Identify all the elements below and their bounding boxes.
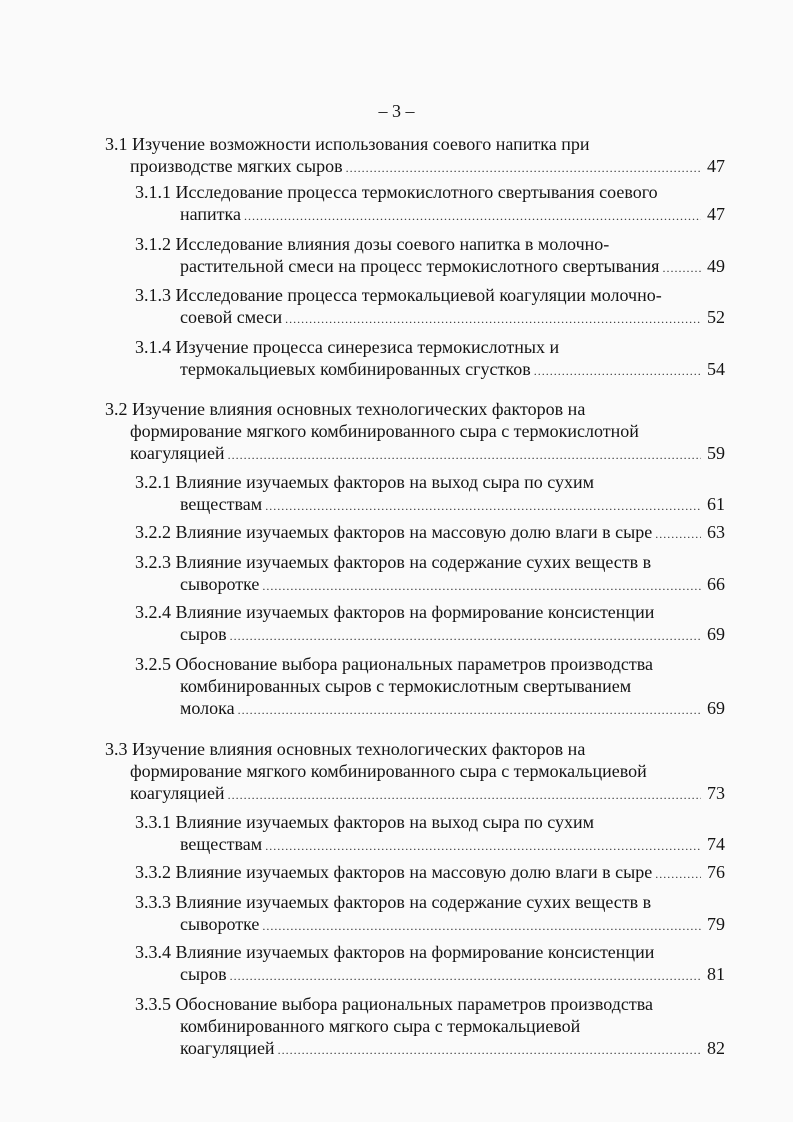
dot-leader xyxy=(265,495,701,517)
toc-entry-3-3-4[interactable] xyxy=(135,941,725,985)
toc-entry-3-2-3[interactable] xyxy=(135,551,725,595)
toc-entry-last-line xyxy=(135,521,725,543)
toc-entry-3-1-4[interactable] xyxy=(135,336,725,380)
toc-entry-last-line xyxy=(135,697,725,719)
toc-entry-3-3-2[interactable] xyxy=(135,861,725,883)
toc-entry-title-line: сыворотке xyxy=(180,574,260,594)
toc-entry-title-line: 3.2 Изучение влияния основных технологических факторов на xyxy=(105,399,586,419)
toc-page-number: 47 xyxy=(707,156,725,176)
dot-leader xyxy=(346,157,701,179)
toc-entry-title-line: комбинированного мягкого сыра с термокальциевой xyxy=(180,1016,581,1036)
toc-entry-title-line: формирование мягкого комбинированного сыра с термокислотной xyxy=(130,421,639,441)
toc-entry-3-3-3[interactable] xyxy=(135,891,725,935)
dot-leader xyxy=(262,575,701,597)
toc-entry-3-2-4[interactable] xyxy=(135,601,725,645)
toc-entry-title-line: 3.3.1 Влияние изучаемых факторов на выход сыра по сухим xyxy=(135,812,594,832)
toc-page-number: 52 xyxy=(707,307,725,327)
toc-entry-title-line: комбинированных сыров с термокислотным свертыванием xyxy=(180,676,632,696)
toc-entry-last-line xyxy=(135,493,725,515)
toc-entry-title-line: растительной смеси на процесс термокислотного свертывания xyxy=(180,256,660,276)
toc-entry-title-line: 3.1.1 Исследование процесса термокислотного свертывания соевого xyxy=(135,182,658,202)
toc-entry-title-line: соевой смеси xyxy=(180,307,283,327)
toc-entry-3-3-5[interactable] xyxy=(135,993,725,1059)
dot-leader xyxy=(230,965,701,987)
dot-leader xyxy=(262,915,701,937)
toc-entry-title-line: 3.3.5 Обоснование выбора рациональных параметров производства xyxy=(135,994,654,1014)
dot-leader xyxy=(238,699,701,721)
toc-entry-title-line: 3.1.2 Исследование влияния дозы соевого напитка в молочно- xyxy=(135,234,610,254)
toc-entry-3-3[interactable] xyxy=(105,738,725,804)
page-number: – 3 – xyxy=(378,101,415,121)
toc-entry-last-line xyxy=(135,1037,725,1059)
toc-page-number: 76 xyxy=(707,862,725,882)
toc-entry-last-line xyxy=(135,306,725,328)
toc-page-number: 66 xyxy=(707,574,725,594)
toc-entry-title-line: 3.2.3 Влияние изучаемых факторов на содержание сухих веществ в xyxy=(135,552,652,572)
toc-entry-title-line: 3.2.5 Обоснование выбора рациональных параметров производства xyxy=(135,654,654,674)
toc-entry-title-line: термокальциевых комбинированных сгустков xyxy=(180,359,531,379)
toc-entry-last-line xyxy=(135,573,725,595)
toc-entry-title-line: сыворотке xyxy=(180,914,260,934)
toc-entry-3-2-1[interactable] xyxy=(135,471,725,515)
toc-entry-title-line: сыров xyxy=(180,624,227,644)
toc-entry-3-3-1[interactable] xyxy=(135,811,725,855)
dot-leader xyxy=(230,625,701,647)
dot-leader xyxy=(285,308,701,330)
toc-entry-title-line: 3.3.4 Влияние изучаемых факторов на формирование консистенции xyxy=(135,942,655,962)
toc-entry-title-line: молока xyxy=(180,698,235,718)
dot-leader xyxy=(265,835,701,857)
toc-entry-3-1-2[interactable] xyxy=(135,233,725,277)
dot-leader xyxy=(278,1039,701,1061)
toc-entry-title-line: 3.2.1 Влияние изучаемых факторов на выход сыра по сухим xyxy=(135,472,594,492)
toc-entry-last-line xyxy=(135,358,725,380)
toc-entry-3-2-5[interactable] xyxy=(135,653,725,719)
toc-entry-title-line: напитка xyxy=(180,204,241,224)
toc-entry-title-line: формирование мягкого комбинированного сыра с термокальциевой xyxy=(130,761,647,781)
toc-page-number: 82 xyxy=(707,1038,725,1058)
toc-entry-title-line: коагуляцией xyxy=(180,1038,275,1058)
toc-entry-title-line: 3.3.2 Влияние изучаемых факторов на массовую долю влаги в сыре xyxy=(135,862,653,882)
toc-entry-last-line xyxy=(105,155,725,177)
dot-leader xyxy=(244,205,701,227)
toc-entry-title-line: 3.1.4 Изучение процесса синерезиса термокислотных и xyxy=(135,337,560,357)
toc-entry-last-line xyxy=(105,442,725,464)
toc-entry-3-1-3[interactable] xyxy=(135,284,725,328)
toc-entry-last-line xyxy=(135,623,725,645)
toc-page-number: 47 xyxy=(707,204,725,224)
toc-page-number: 69 xyxy=(707,624,725,644)
toc-page-number: 63 xyxy=(707,522,725,542)
toc-entry-title-line: 3.3 Изучение влияния основных технологических факторов на xyxy=(105,739,586,759)
dot-leader xyxy=(534,360,701,382)
toc-entry-title-line: 3.3.3 Влияние изучаемых факторов на содержание сухих веществ в xyxy=(135,892,652,912)
toc-entry-title-line: коагуляцией xyxy=(130,443,225,463)
dot-leader xyxy=(655,523,701,545)
toc-entry-title-line: коагуляцией xyxy=(130,783,225,803)
toc-page-number: 61 xyxy=(707,494,725,514)
toc-entry-last-line xyxy=(135,203,725,225)
toc-entry-3-1[interactable] xyxy=(105,133,725,177)
toc-entry-3-2[interactable] xyxy=(105,398,725,464)
toc-page-number: 81 xyxy=(707,964,725,984)
toc-entry-title-line: 3.2.2 Влияние изучаемых факторов на массовую долю влаги в сыре xyxy=(135,522,653,542)
toc-entry-title-line: 3.2.4 Влияние изучаемых факторов на формирование консистенции xyxy=(135,602,655,622)
toc-entry-title-line: веществам xyxy=(180,494,263,514)
toc-page-number: 49 xyxy=(707,256,725,276)
toc-entry-title-line: 3.1 Изучение возможности использования соевого напитка при xyxy=(105,134,590,154)
toc-page-number: 54 xyxy=(707,359,725,379)
toc-page-number: 59 xyxy=(707,443,725,463)
toc-entry-last-line xyxy=(135,255,725,277)
dot-leader xyxy=(662,257,701,279)
toc-entry-3-2-2[interactable] xyxy=(135,521,725,543)
dot-leader xyxy=(228,444,701,466)
dot-leader xyxy=(228,784,701,806)
toc-page-number: 69 xyxy=(707,698,725,718)
toc-entry-title-line: 3.1.3 Исследование процесса термокальциевой коагуляции молочно- xyxy=(135,285,662,305)
toc-page-number: 79 xyxy=(707,914,725,934)
toc-page-number: 73 xyxy=(707,783,725,803)
toc-entry-last-line xyxy=(135,861,725,883)
toc-entry-title-line: производстве мягких сыров xyxy=(130,156,343,176)
toc-entry-last-line xyxy=(105,782,725,804)
toc-page-number: 74 xyxy=(707,834,725,854)
toc-entry-last-line xyxy=(135,963,725,985)
toc-entry-title-line: веществам xyxy=(180,834,263,854)
toc-entry-title-line: сыров xyxy=(180,964,227,984)
toc-entry-last-line xyxy=(135,913,725,935)
toc-entry-3-1-1[interactable] xyxy=(135,181,725,225)
toc-entry-last-line xyxy=(135,833,725,855)
dot-leader xyxy=(655,863,701,885)
